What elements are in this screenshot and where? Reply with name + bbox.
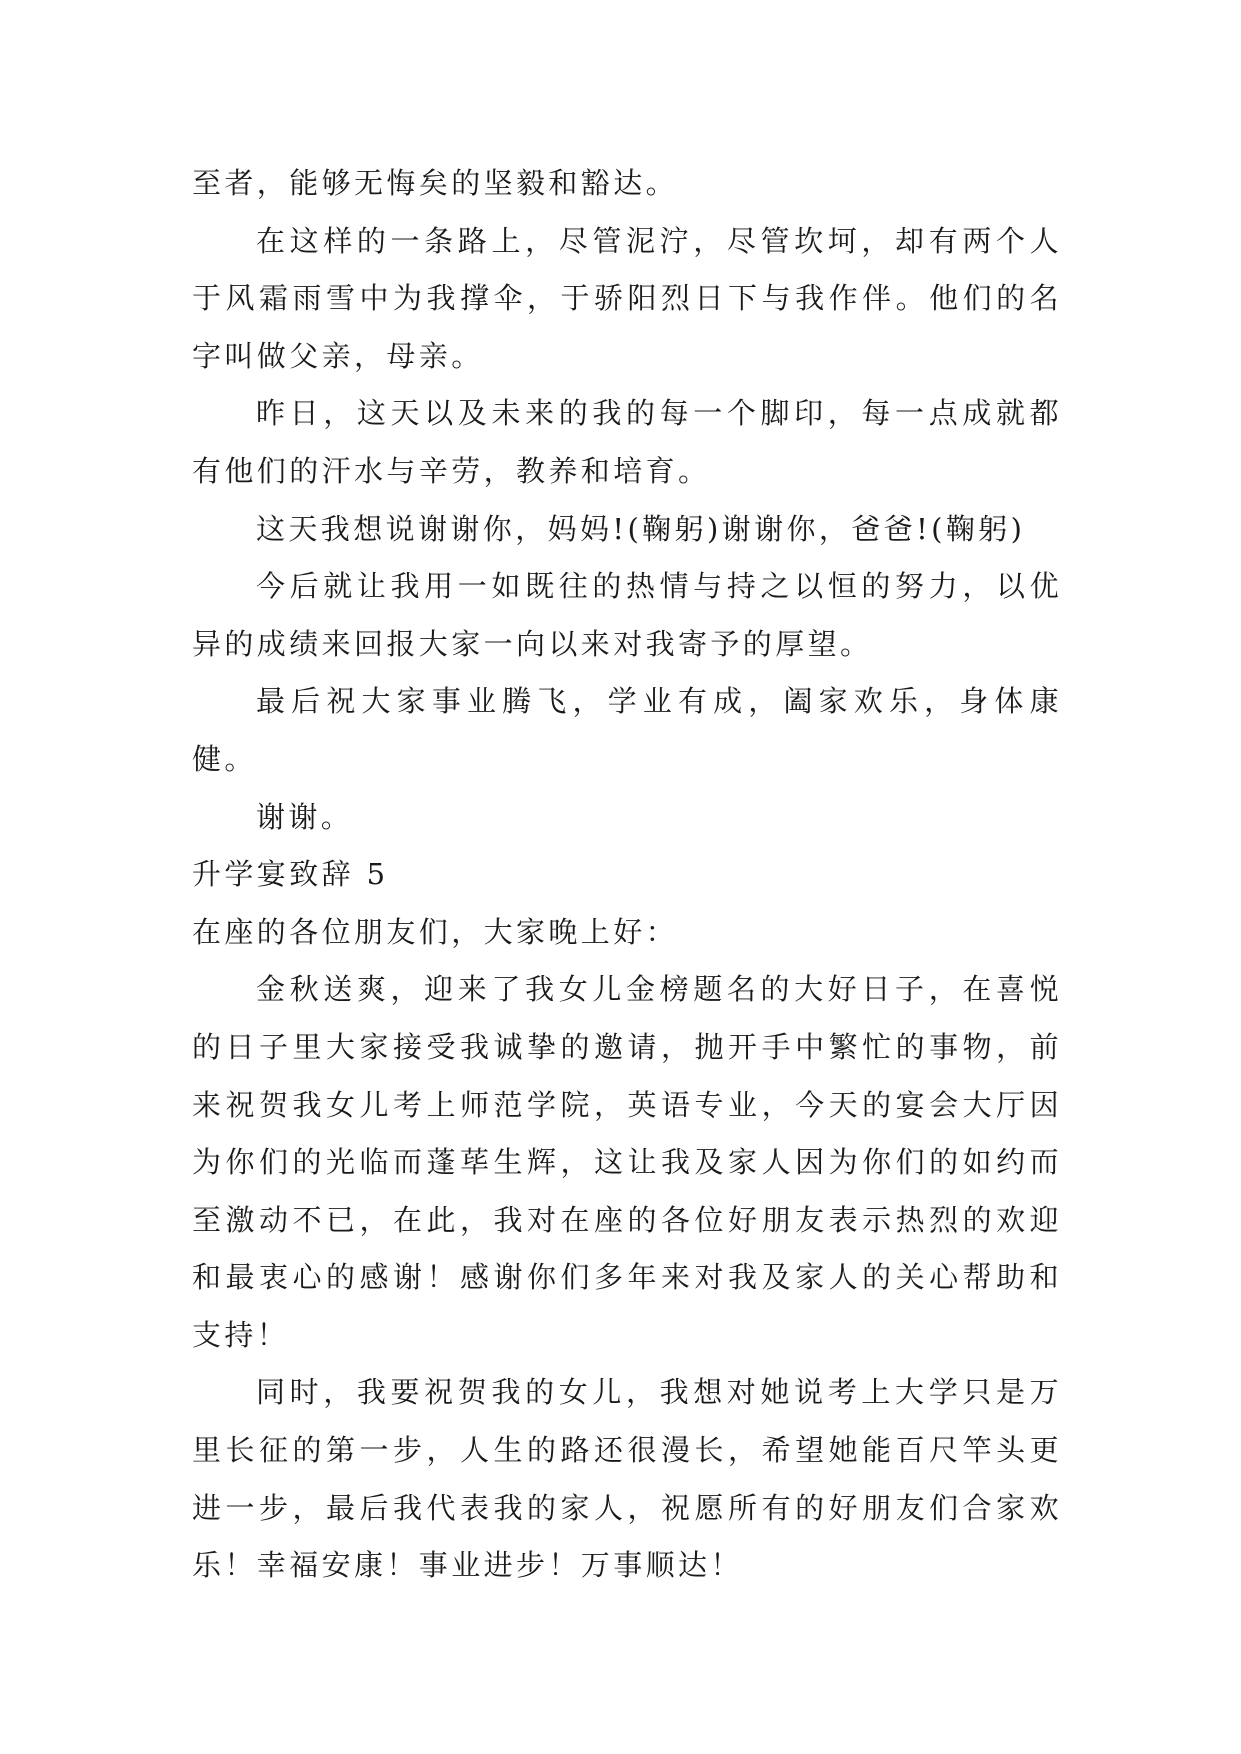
paragraph: 至者，能够无悔矣的坚毅和豁达。 (192, 166, 679, 200)
section-title: 升学宴致辞 5 (192, 857, 389, 892)
paragraph: 昨日，这天以及未来的我的每一个脚印，每一点成就都有他们的汗水与辛劳，教养和培育。 (192, 396, 1062, 488)
greeting-paragraph: 在座的各位朋友们，大家晚上好： (192, 914, 679, 949)
paragraph: 今后就让我用一如既往的热情与持之以恒的努力，以优异的成绩来回报大家一向以来对我寄予的厚望。 (192, 569, 1062, 661)
paragraph: 最后祝大家事业腾飞，学业有成，阖家欢乐，身体康健。 (192, 684, 1062, 776)
paragraph: 金秋送爽，迎来了我女儿金榜题名的大好日子，在喜悦的日子里大家接受我诚挚的邀请，抛开手中繁忙的事物，前来祝贺我女儿考上师范学院，英语专业，今天的宴会大厅因为你们的光临而蓬荜生辉，这让我及家人因为你们的如约而至激动不已，在此，我对在座的各位好朋友表示热烈的欢迎和最衷心的感谢！感谢你们多年来对我及家人的关心帮助和支持！ (192, 972, 1062, 1352)
paragraph: 谢谢。 (256, 799, 354, 834)
paragraph: 同时，我要祝贺我的女儿，我想对她说考上大学只是万里长征的第一步，人生的路还很漫长，希望她能百尺竿头更进一步，最后我代表我的家人，祝愿所有的好朋友们合家欢乐！幸福安康！事业进步！万事顺达！ (192, 1375, 1062, 1583)
paragraph: 在这样的一条路上，尽管泥泞，尽管坎坷，却有两个人于风霜雨雪中为我撑伞，于骄阳烈日下与我作伴。他们的名字叫做父亲，母亲。 (192, 223, 1062, 373)
paragraph: 这天我想说谢谢你，妈妈!(鞠躬)谢谢你，爸爸!(鞠躬) (256, 511, 1026, 546)
document-body (192, 155, 1062, 1595)
